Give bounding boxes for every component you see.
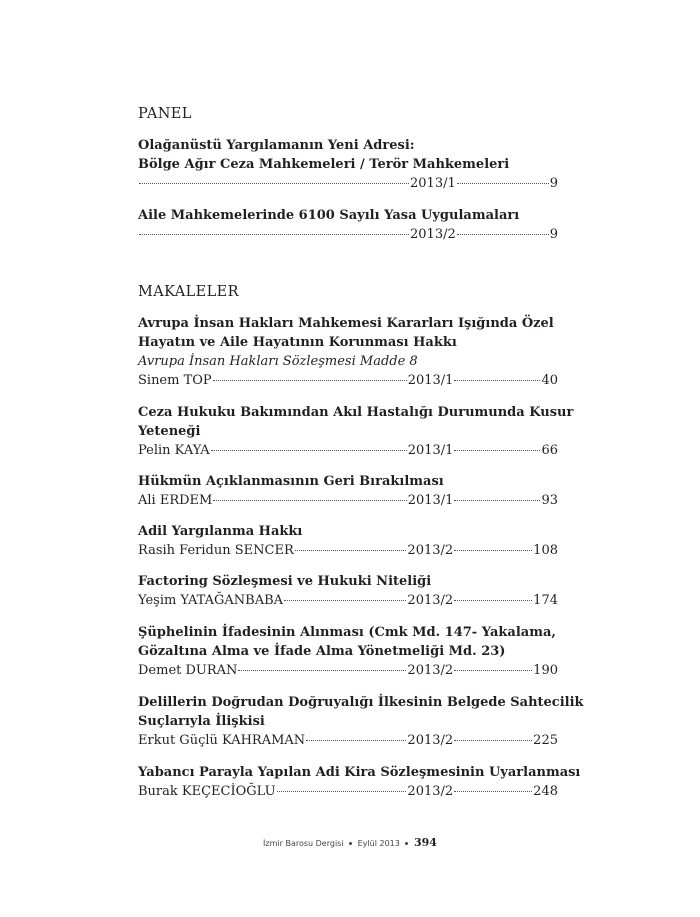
toc-line xyxy=(138,491,558,510)
toc-entry xyxy=(138,522,558,560)
toc-line xyxy=(138,661,558,680)
entry-issue: 2013/2 xyxy=(407,543,454,558)
page-footer xyxy=(0,836,700,849)
entry-issue: 2013/1 xyxy=(407,443,454,458)
entry-issue: 2013/1 xyxy=(410,176,456,191)
footer-date: Eylül 2013 xyxy=(357,839,400,848)
dot-leader xyxy=(454,791,532,792)
entry-author: Yeşim YATAĞANBABA xyxy=(138,593,284,608)
entry-author: Erkut Güçlü KAHRAMAN xyxy=(138,733,306,748)
toc-line xyxy=(138,174,558,193)
dot-leader xyxy=(213,500,406,501)
dot-leader xyxy=(454,670,532,671)
section-heading-panel: PANEL xyxy=(138,106,192,122)
entry-title: Bölge Ağır Ceza Mahkemeleri / Terör Mahkemeleri xyxy=(138,157,510,172)
toc-entry xyxy=(138,403,574,460)
entry-title: Şüphelinin İfadesinin Alınması (Cmk Md. 147- Yakalama, xyxy=(138,625,556,640)
entry-author: Demet DURAN xyxy=(138,663,238,678)
entry-page: 225 xyxy=(533,733,558,748)
entry-page: 93 xyxy=(541,493,558,508)
entry-title: Ceza Hukuku Bakımından Akıl Hastalığı Durumunda Kusur xyxy=(138,405,574,420)
dot-leader xyxy=(306,740,406,741)
entry-page: 174 xyxy=(533,593,558,608)
toc-line xyxy=(138,782,558,801)
toc-entry xyxy=(138,206,558,244)
dot-leader xyxy=(211,450,407,451)
entry-page: 9 xyxy=(549,176,558,191)
toc-line xyxy=(138,541,558,560)
entry-author: Pelin KAYA xyxy=(138,443,210,458)
dot-leader xyxy=(457,234,549,235)
entry-issue: 2013/1 xyxy=(407,373,454,388)
dot-leader xyxy=(139,234,409,235)
toc-line xyxy=(138,731,558,750)
dot-leader xyxy=(277,791,407,792)
entry-issue: 2013/2 xyxy=(410,227,456,242)
toc-entry xyxy=(138,623,558,680)
entry-page: 9 xyxy=(549,227,558,242)
bullet-separator xyxy=(405,842,408,845)
toc-line xyxy=(138,371,558,390)
dot-leader xyxy=(284,600,406,601)
entry-issue: 2013/2 xyxy=(407,593,454,608)
dot-leader xyxy=(457,183,549,184)
entry-author: Rasih Feridun SENCER xyxy=(138,543,294,558)
entry-issue: 2013/2 xyxy=(407,663,454,678)
dot-leader xyxy=(454,380,540,381)
dot-leader xyxy=(454,600,532,601)
entry-page: 190 xyxy=(533,663,558,678)
entry-author: Sinem TOP xyxy=(138,373,212,388)
entry-issue: 2013/2 xyxy=(407,784,454,799)
entry-issue: 2013/1 xyxy=(407,493,454,508)
entry-page: 248 xyxy=(533,784,558,799)
toc-entry xyxy=(138,763,581,801)
dot-leader xyxy=(454,740,532,741)
toc-entry xyxy=(138,314,558,390)
entry-title: Avrupa İnsan Hakları Mahkemesi Kararları Işığında Özel xyxy=(138,316,554,331)
entry-page: 66 xyxy=(541,443,558,458)
dot-leader xyxy=(454,500,540,501)
dot-leader xyxy=(238,670,406,671)
entry-title: Yeteneği xyxy=(138,424,201,439)
dot-leader xyxy=(139,183,409,184)
page-number: 394 xyxy=(413,836,437,849)
entry-title: Adil Yargılanma Hakkı xyxy=(138,524,303,539)
dot-leader xyxy=(295,550,407,551)
entry-page: 40 xyxy=(541,373,558,388)
entry-author: Burak KEÇECİOĞLU xyxy=(138,784,276,799)
bullet-separator xyxy=(349,842,352,845)
toc-line xyxy=(138,441,558,460)
toc-entry xyxy=(138,693,584,750)
entry-title: Olağanüstü Yargılamanın Yeni Adresi: xyxy=(138,138,415,153)
entry-title: Yabancı Parayla Yapılan Adi Kira Sözleşmesinin Uyarlanması xyxy=(138,765,581,780)
entry-title: Gözaltına Alma ve İfade Alma Yönetmeliği Md. 23) xyxy=(138,644,506,659)
dot-leader xyxy=(454,450,540,451)
entry-page: 108 xyxy=(533,543,558,558)
dot-leader xyxy=(213,380,407,381)
footer-journal: İzmir Barosu Dergisi xyxy=(263,839,344,848)
toc-line xyxy=(138,591,558,610)
toc-line xyxy=(138,225,558,244)
entry-issue: 2013/2 xyxy=(407,733,454,748)
entry-author: Ali ERDEM xyxy=(138,493,213,508)
entry-title: Hayatın ve Aile Hayatının Korunması Hakkı xyxy=(138,335,457,350)
toc-entry xyxy=(138,572,558,610)
entry-title: Suçlarıyla İlişkisi xyxy=(138,714,265,729)
toc-entry xyxy=(138,472,558,510)
toc-entry xyxy=(138,136,558,193)
entry-title: Factoring Sözleşmesi ve Hukuki Niteliği xyxy=(138,574,432,589)
entry-subtitle: Avrupa İnsan Hakları Sözleşmesi Madde 8 xyxy=(138,354,418,369)
section-heading-articles: MAKALELER xyxy=(138,284,239,300)
entry-title: Aile Mahkemelerinde 6100 Sayılı Yasa Uygulamaları xyxy=(138,208,520,223)
dot-leader xyxy=(454,550,532,551)
entry-title: Hükmün Açıklanmasının Geri Bırakılması xyxy=(138,474,444,489)
entry-title: Delillerin Doğrudan Doğruyalığı İlkesinin Belgede Sahtecilik xyxy=(138,695,584,710)
